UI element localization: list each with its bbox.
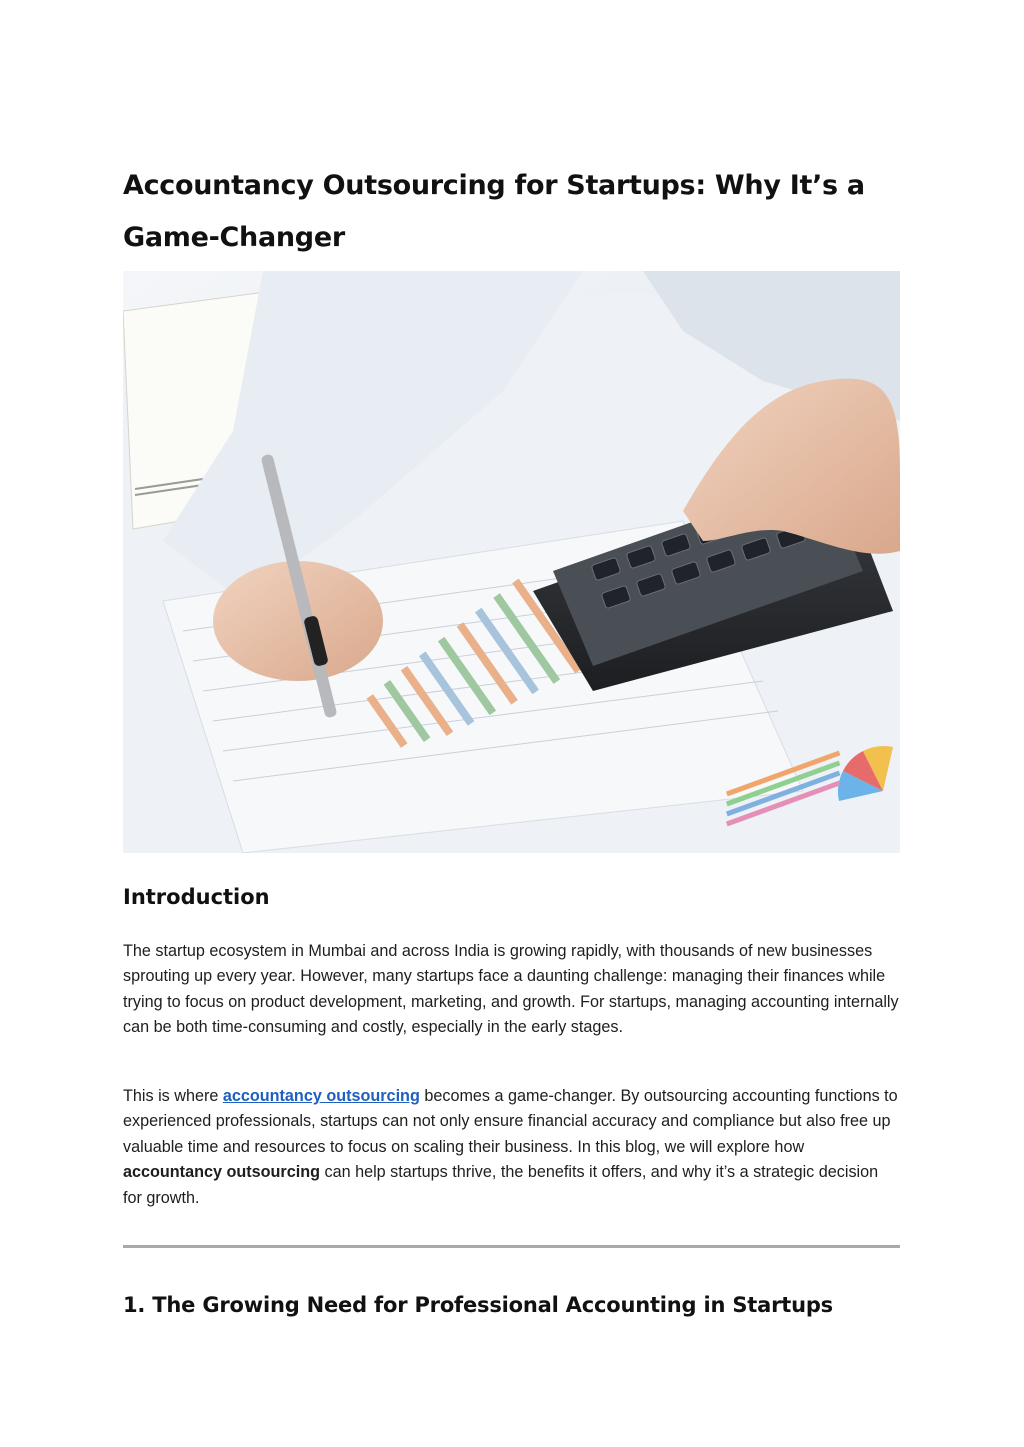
- intro-heading: Introduction: [123, 885, 270, 909]
- intro-paragraph-2-tail: can help startups thrive, the benefits it offers, and why it’s a strategic decision for growth.: [123, 1163, 879, 1207]
- intro-paragraph-2-lead: This is where: [123, 1087, 223, 1105]
- intro-paragraph-2: [123, 1084, 900, 1211]
- intro-paragraph-2-mid: becomes a game-changer. By outsourcing accounting functions to experienced professionals, startups can not only ensure financial accuracy and compliance but also free up valuable time and resources to focus on scaling their business. In this blog, we will explore how: [123, 1087, 898, 1156]
- accountancy-outsourcing-link[interactable]: accountancy outsourcing: [222, 1087, 420, 1105]
- intro-paragraph-2-bold: accountancy outsourcing: [123, 1163, 320, 1182]
- intro-paragraph-1: The startup ecosystem in Mumbai and across India is growing rapidly, with thousands of new businesses sprouting up every year. However, many startups face a daunting challenge: managing their finances while trying to focus on product development, marketing, and growth. For startups, managing accounting internally can be both time-consuming and costly, especially in the early stages.: [123, 942, 899, 1037]
- section-divider: [123, 1245, 900, 1248]
- section-1-heading: 1. The Growing Need for Professional Accounting in Startups: [123, 1293, 833, 1317]
- article-title: Accountancy Outsourcing for Startups: Why It’s a Game-Changer: [123, 170, 865, 253]
- hero-image: [123, 271, 900, 853]
